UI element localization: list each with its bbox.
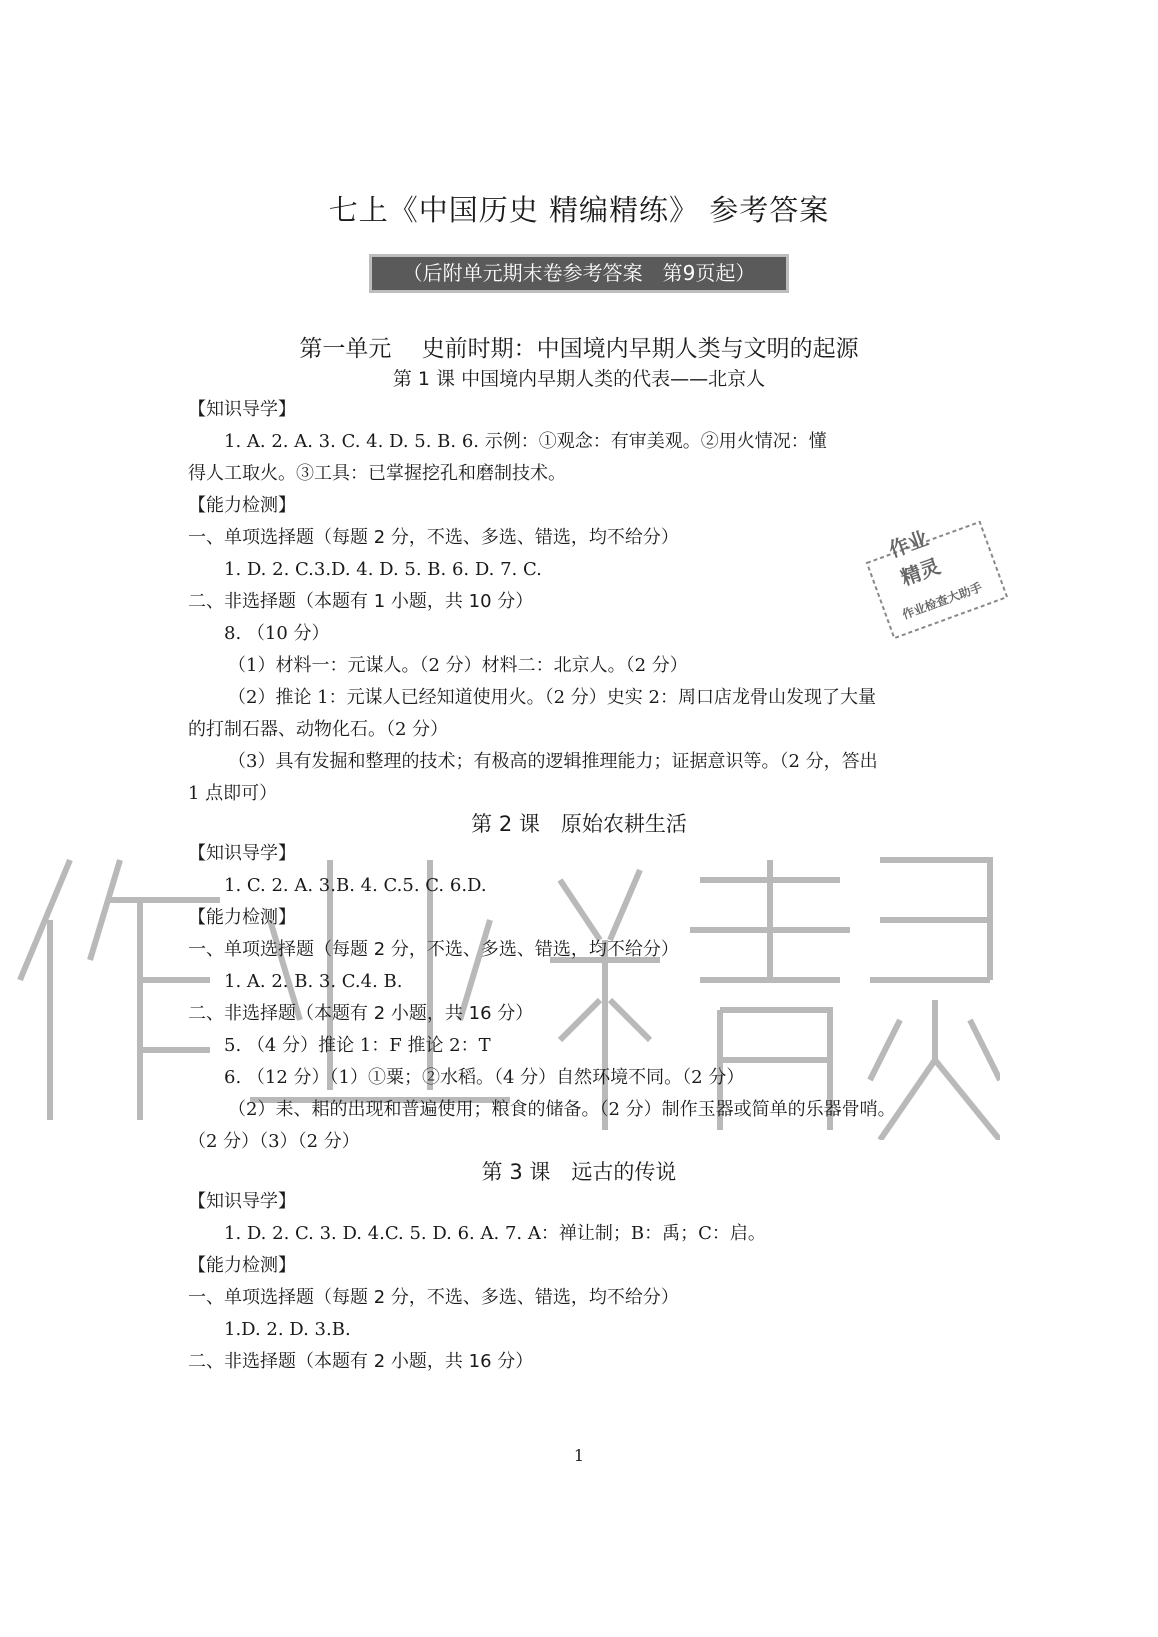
lesson3-knowledge-header: 【知识导学】 [188, 1191, 296, 1212]
lesson2-mc-header: 一、单项选择题（每题 2 分，不选、多选、错选，均不给分） [188, 939, 679, 960]
lesson1-nonmc-header: 二、非选择题（本题有 1 小题，共 10 分） [188, 591, 534, 612]
lesson3-knowledge-answers: 1. D. 2. C. 3. D. 4.C. 5. D. 6. A. 7. A：禅让制；B：禹；C：启。 [224, 1223, 766, 1244]
lesson2-knowledge-answers: 1. C. 2. A. 3.B. 4. C.5. C. 6.D. [224, 875, 487, 896]
lesson1-knowledge-header: 【知识导学】 [188, 399, 296, 420]
lesson1-q8-part1: （1）材料一：元谋人。（2 分）材料二：北京人。（2 分） [228, 655, 688, 676]
banner-note: （后附单元期末卷参考答案 第9页起） [372, 257, 786, 290]
lesson3-mc-header: 一、单项选择题（每题 2 分，不选、多选、错选，均不给分） [188, 1287, 679, 1308]
lesson1-knowledge-line2: 得人工取火。③工具：已掌握挖孔和磨制技术。 [188, 463, 566, 484]
lesson1-knowledge-line1: 1. A. 2. A. 3. C. 4. D. 5. B. 6. 示例：①观念：有审美观。②用火情况：懂 [224, 431, 827, 452]
lesson1-ability-header: 【能力检测】 [188, 495, 296, 516]
lesson1-q8-part2-line2: 的打制石器、动物化石。（2 分） [188, 719, 449, 740]
lesson1-mc-header: 一、单项选择题（每题 2 分，不选、多选、错选，均不给分） [188, 527, 679, 548]
lesson2-q6-part2-line1: （2）耒、耜的出现和普遍使用；粮食的储备。（2 分）制作玉器或简单的乐器骨哨。 [228, 1099, 896, 1120]
lesson1-q8-part2-line1: （2）推论 1：元谋人已经知道使用火。（2 分）史实 2：周口店龙骨山发现了大量 [228, 687, 876, 708]
stamp-text-middle: 精灵 [897, 553, 944, 591]
lesson3-ability-header: 【能力检测】 [188, 1255, 296, 1276]
page-title: 七上《中国历史 精编精练》 参考答案 [328, 193, 830, 227]
lesson2-knowledge-header: 【知识导学】 [188, 843, 296, 864]
lesson1-q8-part3-line2: 1 点即可） [188, 783, 278, 804]
lesson1-q8: 8. （10 分） [224, 623, 330, 644]
lesson2-q5: 5. （4 分）推论 1：F 推论 2：T [224, 1035, 491, 1056]
lesson2-mc-answers: 1. A. 2. B. 3. C.4. B. [224, 971, 403, 992]
lesson1-title: 第 1 课 中国境内早期人类的代表——北京人 [392, 368, 766, 390]
lesson1-mc-answers: 1. D. 2. C.3.D. 4. D. 5. B. 6. D. 7. C. [224, 559, 542, 580]
lesson3-mc-answers: 1.D. 2. D. 3.B. [224, 1319, 351, 1340]
lesson2-ability-header: 【能力检测】 [188, 907, 296, 928]
lesson2-q6-part2-line2: （2 分）（3）（2 分） [188, 1131, 360, 1152]
watermark-graphic [0, 840, 1000, 1140]
lesson2-title: 第 2 课 原始农耕生活 [471, 812, 687, 836]
unit-title: 第一单元 史前时期：中国境内早期人类与文明的起源 [299, 336, 859, 362]
page-number: 1 [573, 1446, 585, 1465]
lesson2-nonmc-header: 二、非选择题（本题有 2 小题，共 16 分） [188, 1003, 534, 1024]
lesson3-nonmc-header: 二、非选择题（本题有 2 小题，共 16 分） [188, 1351, 534, 1372]
stamp-text-top: 作业 [885, 525, 932, 563]
lesson3-title: 第 3 课 远古的传说 [481, 1160, 677, 1184]
stamp-text-bottom: 作业检查大助手 [900, 580, 985, 622]
lesson2-q6: 6. （12 分）（1）①粟；②水稻。（4 分）自然环境不同。（2 分） [224, 1067, 745, 1088]
lesson1-q8-part3-line1: （3）具有发掘和整理的技术；有极高的逻辑推理能力；证据意识等。（2 分，答出 [228, 751, 878, 772]
